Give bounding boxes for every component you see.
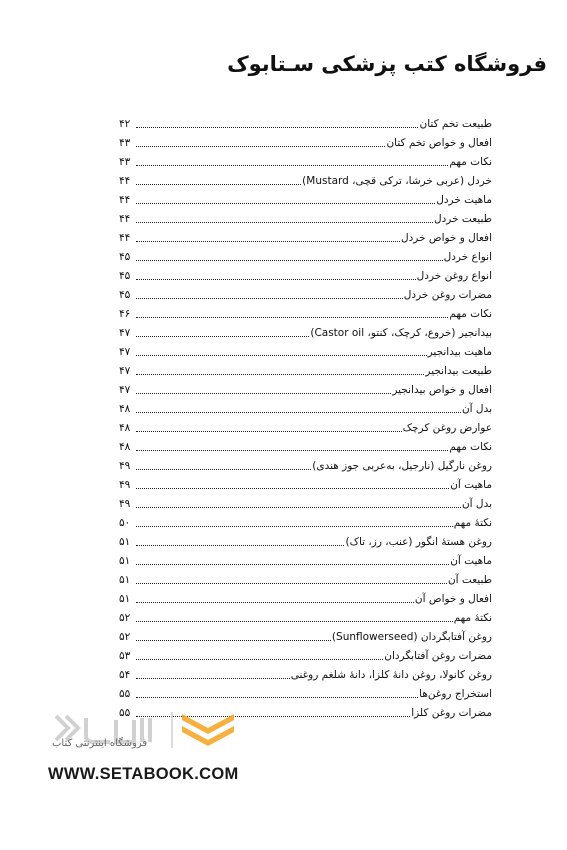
toc-entry-title: طبیعت بیدانجیر bbox=[425, 365, 492, 377]
toc-entry bbox=[119, 590, 492, 609]
toc-entry bbox=[119, 115, 492, 134]
dot-leader bbox=[136, 222, 433, 223]
toc-entry bbox=[119, 343, 492, 362]
toc-entry-page: ۴۴ bbox=[119, 194, 131, 206]
toc-entry-page: ۵۱ bbox=[119, 574, 131, 586]
toc-entry-title: افعال و خواص تخم کتان bbox=[386, 137, 492, 149]
dot-leader bbox=[136, 241, 400, 242]
toc-entry-page: ۴۴ bbox=[119, 175, 131, 187]
toc-entry-title: بدل آن bbox=[461, 498, 492, 510]
toc-entry bbox=[119, 210, 492, 229]
toc-entry bbox=[119, 153, 492, 172]
toc-entry bbox=[119, 685, 492, 704]
toc-entry-page: ۴۸ bbox=[119, 441, 131, 453]
table-of-contents bbox=[119, 115, 492, 723]
dot-leader bbox=[136, 203, 435, 204]
toc-entry bbox=[119, 267, 492, 286]
toc-entry-title: مضرات روغن آفتابگردان bbox=[384, 650, 492, 662]
dot-leader bbox=[136, 165, 448, 166]
toc-entry-page: ۴۵ bbox=[119, 270, 131, 282]
toc-entry-title: ماهیت آن bbox=[450, 555, 492, 567]
dot-leader bbox=[136, 526, 453, 527]
dot-leader bbox=[136, 412, 461, 413]
toc-entry-title: افعال و خواص آن bbox=[414, 593, 492, 605]
toc-entry-page: ۴۷ bbox=[119, 365, 131, 377]
toc-entry bbox=[119, 533, 492, 552]
toc-entry bbox=[119, 324, 492, 343]
dot-leader bbox=[136, 393, 391, 394]
toc-entry bbox=[119, 609, 492, 628]
toc-entry bbox=[119, 647, 492, 666]
toc-entry bbox=[119, 381, 492, 400]
toc-entry-title: مضرات روغن کلزا bbox=[411, 707, 492, 719]
toc-entry-title: طبیعت خردل bbox=[434, 213, 492, 225]
toc-entry-title: ماهیت آن bbox=[450, 479, 492, 491]
toc-entry bbox=[119, 172, 492, 191]
toc-entry-page: ۴۶ bbox=[119, 308, 131, 320]
dot-leader bbox=[136, 146, 385, 147]
toc-entry-title: خردل (عربی خرشا، ترکی قچی، Mustard) bbox=[302, 175, 492, 187]
toc-entry-page: ۵۱ bbox=[119, 555, 131, 567]
toc-entry bbox=[119, 419, 492, 438]
toc-entry-title: استخراج روغن‌ها bbox=[419, 688, 492, 700]
dot-leader bbox=[136, 260, 443, 261]
toc-entry bbox=[119, 362, 492, 381]
dot-leader bbox=[136, 602, 414, 603]
toc-entry-title: نکات مهم bbox=[449, 308, 492, 320]
toc-entry bbox=[119, 134, 492, 153]
dot-leader bbox=[136, 545, 344, 546]
dot-leader bbox=[136, 127, 418, 128]
dot-leader bbox=[136, 355, 427, 356]
toc-entry bbox=[119, 457, 492, 476]
toc-entry bbox=[119, 438, 492, 457]
dot-leader bbox=[136, 469, 311, 470]
toc-entry-page: ۵۲ bbox=[119, 631, 131, 643]
watermark-tagline: فروشگاه اینترنتی کتاب bbox=[52, 738, 148, 749]
dot-leader bbox=[136, 697, 418, 698]
toc-entry-title: روغن آفتابگردان (Sunflowerseed) bbox=[331, 631, 492, 643]
toc-entry-title: طبیعت آن bbox=[447, 574, 492, 586]
toc-entry bbox=[119, 552, 492, 571]
toc-entry-title: عوارض روغن کرچک bbox=[402, 422, 492, 434]
dot-leader bbox=[136, 488, 449, 489]
toc-entry bbox=[119, 666, 492, 685]
toc-entry-title: نکتهٔ مهم bbox=[453, 612, 492, 624]
toc-entry-title: روغن کانولا، روغن دانهٔ کلزا، دانهٔ شلغم روغنی bbox=[290, 669, 492, 681]
toc-entry-page: ۵۴ bbox=[119, 669, 131, 681]
dot-leader bbox=[136, 279, 416, 280]
dot-leader bbox=[136, 659, 383, 660]
toc-entry-page: ۴۵ bbox=[119, 289, 131, 301]
dot-leader bbox=[136, 431, 402, 432]
toc-entry bbox=[119, 628, 492, 647]
toc-entry-title: ماهیت بیدانجیر bbox=[427, 346, 492, 358]
toc-entry-page: ۴۷ bbox=[119, 346, 131, 358]
dot-leader bbox=[136, 583, 447, 584]
toc-entry-page: ۴۹ bbox=[119, 498, 131, 510]
toc-entry-title: مضرات روغن خردل bbox=[403, 289, 492, 301]
toc-entry bbox=[119, 286, 492, 305]
dot-leader bbox=[136, 621, 453, 622]
dot-leader bbox=[136, 374, 424, 375]
toc-entry-page: ۴۲ bbox=[119, 118, 131, 130]
toc-entry-title: انواع روغن خردل bbox=[416, 270, 492, 282]
toc-entry-title: نکات مهم bbox=[449, 156, 492, 168]
toc-entry bbox=[119, 248, 492, 267]
toc-entry bbox=[119, 571, 492, 590]
toc-entry bbox=[119, 305, 492, 324]
dot-leader bbox=[136, 640, 331, 641]
dot-leader bbox=[136, 298, 403, 299]
toc-entry bbox=[119, 191, 492, 210]
toc-entry-page: ۴۵ bbox=[119, 251, 131, 263]
toc-entry bbox=[119, 400, 492, 419]
toc-entry-title: نکتهٔ مهم bbox=[453, 517, 492, 529]
toc-entry-page: ۴۸ bbox=[119, 422, 131, 434]
toc-entry-page: ۴۹ bbox=[119, 460, 131, 472]
dot-leader bbox=[136, 184, 301, 185]
toc-entry-title: افعال و خواص خردل bbox=[400, 232, 492, 244]
toc-entry-page: ۵۵ bbox=[119, 688, 131, 700]
dot-leader bbox=[136, 336, 309, 337]
toc-entry-title: افعال و خواص بیدانجیر bbox=[392, 384, 492, 396]
dot-leader bbox=[136, 507, 461, 508]
toc-entry-page: ۴۳ bbox=[119, 137, 131, 149]
toc-entry-page: ۵۳ bbox=[119, 650, 131, 662]
toc-entry-title: انواع خردل bbox=[443, 251, 492, 263]
dot-leader bbox=[136, 678, 290, 679]
dot-leader bbox=[136, 317, 448, 318]
toc-entry-title: ماهیت خردل bbox=[436, 194, 492, 206]
toc-entry-page: ۵۱ bbox=[119, 536, 131, 548]
toc-entry bbox=[119, 476, 492, 495]
toc-entry-title: نکات مهم bbox=[449, 441, 492, 453]
toc-entry-title: بیدانجیر (خروع، کرچک، کنتو، Castor oil) bbox=[310, 327, 492, 339]
toc-entry-title: طبیعت تخم کتان bbox=[419, 118, 492, 130]
toc-entry-page: ۴۴ bbox=[119, 213, 131, 225]
toc-entry-page: ۵۱ bbox=[119, 593, 131, 605]
toc-entry bbox=[119, 495, 492, 514]
toc-entry-page: ۴۷ bbox=[119, 384, 131, 396]
toc-entry bbox=[119, 229, 492, 248]
dot-leader bbox=[136, 450, 448, 451]
toc-entry-page: ۴۴ bbox=[119, 232, 131, 244]
toc-entry-page: ۴۷ bbox=[119, 327, 131, 339]
toc-entry-title: روغن هستهٔ انگور (عنب، رز، تاک) bbox=[345, 536, 492, 548]
toc-entry-title: بدل آن bbox=[461, 403, 492, 415]
toc-entry-page: ۴۳ bbox=[119, 156, 131, 168]
toc-entry-page: ۵۰ bbox=[119, 517, 131, 529]
toc-entry-page: ۴۹ bbox=[119, 479, 131, 491]
toc-entry-page: ۵۵ bbox=[119, 707, 131, 719]
toc-entry-page: ۴۸ bbox=[119, 403, 131, 415]
toc-entry-page: ۵۲ bbox=[119, 612, 131, 624]
setabook-logo bbox=[50, 706, 250, 761]
page-header-title: فروشگاه کتب پزشکی سـتابوک bbox=[227, 52, 547, 76]
watermark-url: WWW.SETABOOK.COM bbox=[48, 765, 239, 783]
toc-entry bbox=[119, 514, 492, 533]
dot-leader bbox=[136, 564, 449, 565]
toc-entry-title: روغن نارگیل (نارجیل، به‌عربی جوز هندی) bbox=[312, 460, 492, 472]
